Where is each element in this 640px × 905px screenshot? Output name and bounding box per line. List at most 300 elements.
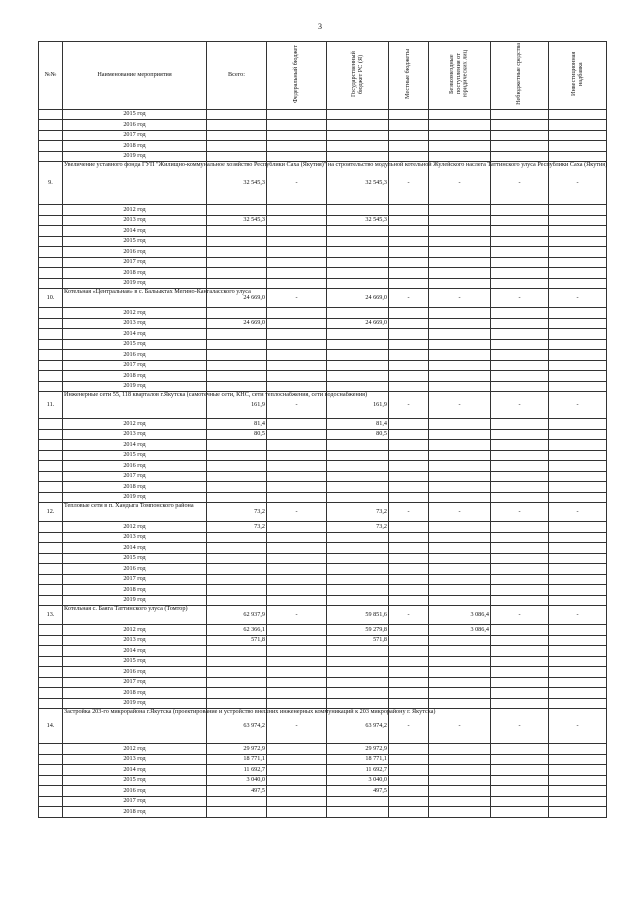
state-cell	[327, 677, 389, 688]
total-cell	[207, 796, 267, 807]
state-cell	[327, 461, 389, 472]
total-cell	[207, 677, 267, 688]
header-own-label: Небюджетные средства	[515, 43, 523, 105]
num-cell	[39, 109, 63, 120]
invest-cell	[549, 381, 607, 392]
num-cell	[39, 371, 63, 382]
year-row	[39, 339, 607, 350]
item-federal: -	[267, 162, 327, 205]
year-label: 2015 год	[63, 656, 207, 667]
federal-cell	[267, 205, 327, 216]
state-cell: 571,8	[327, 635, 389, 646]
total-cell: 73,2	[207, 522, 267, 533]
item-total: 73,2	[207, 503, 267, 522]
year-label: 2012 год	[63, 308, 207, 319]
year-row	[39, 667, 607, 678]
noncomm-cell	[429, 667, 491, 678]
total-cell	[207, 646, 267, 657]
invest-cell	[549, 350, 607, 361]
item-local: -	[389, 503, 429, 522]
invest-cell	[549, 419, 607, 430]
year-row	[39, 360, 607, 371]
header-local-label: Местные бюджеты	[404, 49, 412, 99]
year-label: 2013 год	[63, 635, 207, 646]
item-noncomm: -	[429, 289, 491, 308]
year-label: 2019 год	[63, 381, 207, 392]
federal-cell	[267, 688, 327, 699]
state-cell	[327, 574, 389, 585]
total-cell	[207, 278, 267, 289]
year-row	[39, 471, 607, 482]
federal-cell	[267, 257, 327, 268]
local-cell	[389, 236, 429, 247]
local-cell	[389, 318, 429, 329]
year-row	[39, 381, 607, 392]
invest-cell	[549, 688, 607, 699]
noncomm-cell	[429, 775, 491, 786]
federal-cell	[267, 646, 327, 657]
total-cell: 81,4	[207, 419, 267, 430]
federal-cell	[267, 429, 327, 440]
item-number: 10.	[39, 289, 63, 308]
own-cell	[491, 429, 549, 440]
own-cell	[491, 492, 549, 503]
year-label: 2017 год	[63, 130, 207, 141]
year-row	[39, 543, 607, 554]
federal-cell	[267, 215, 327, 226]
noncomm-cell	[429, 765, 491, 776]
local-cell	[389, 522, 429, 533]
item-local: -	[389, 392, 429, 419]
noncomm-cell	[429, 492, 491, 503]
state-cell: 18 771,1	[327, 754, 389, 765]
year-row	[39, 109, 607, 120]
own-cell	[491, 532, 549, 543]
item-row	[39, 606, 607, 625]
year-label: 2015 год	[63, 109, 207, 120]
total-cell: 3 040,0	[207, 775, 267, 786]
header-invest	[549, 42, 607, 110]
local-cell	[389, 656, 429, 667]
year-row	[39, 564, 607, 575]
num-cell	[39, 492, 63, 503]
item-invest: -	[549, 606, 607, 625]
year-row	[39, 482, 607, 493]
total-cell	[207, 339, 267, 350]
local-cell	[389, 482, 429, 493]
item-name: Тепловые сети в п. Хандыга Томпонского района	[63, 503, 207, 522]
year-label: 2016 год	[63, 461, 207, 472]
own-cell	[491, 130, 549, 141]
total-cell: 497,5	[207, 786, 267, 797]
local-cell	[389, 765, 429, 776]
year-label: 2014 год	[63, 440, 207, 451]
own-cell	[491, 765, 549, 776]
year-label: 2015 год	[63, 775, 207, 786]
noncomm-cell	[429, 807, 491, 818]
num-cell	[39, 765, 63, 776]
total-cell	[207, 543, 267, 554]
federal-cell	[267, 360, 327, 371]
state-cell	[327, 308, 389, 319]
local-cell	[389, 585, 429, 596]
state-cell	[327, 698, 389, 709]
year-row	[39, 247, 607, 258]
header-own	[491, 42, 549, 110]
year-label: 2017 год	[63, 796, 207, 807]
num-cell	[39, 564, 63, 575]
num-cell	[39, 268, 63, 279]
invest-cell	[549, 667, 607, 678]
local-cell	[389, 667, 429, 678]
federal-cell	[267, 329, 327, 340]
noncomm-cell	[429, 215, 491, 226]
noncomm-cell	[429, 257, 491, 268]
own-cell	[491, 247, 549, 258]
state-cell	[327, 646, 389, 657]
item-own: -	[491, 709, 549, 744]
item-local: -	[389, 289, 429, 308]
local-cell	[389, 308, 429, 319]
own-cell	[491, 205, 549, 216]
invest-cell	[549, 698, 607, 709]
total-cell	[207, 471, 267, 482]
state-cell: 24 669,0	[327, 318, 389, 329]
total-cell	[207, 350, 267, 361]
state-cell	[327, 247, 389, 258]
year-label: 2017 год	[63, 257, 207, 268]
own-cell	[491, 419, 549, 430]
invest-cell	[549, 564, 607, 575]
year-row	[39, 786, 607, 797]
state-cell	[327, 205, 389, 216]
own-cell	[491, 595, 549, 606]
federal-cell	[267, 450, 327, 461]
own-cell	[491, 471, 549, 482]
num-cell	[39, 205, 63, 216]
year-label: 2012 год	[63, 522, 207, 533]
invest-cell	[549, 130, 607, 141]
state-cell	[327, 268, 389, 279]
own-cell	[491, 329, 549, 340]
state-cell	[327, 532, 389, 543]
own-cell	[491, 278, 549, 289]
num-cell	[39, 440, 63, 451]
invest-cell	[549, 532, 607, 543]
item-row	[39, 162, 607, 205]
local-cell	[389, 429, 429, 440]
invest-cell	[549, 492, 607, 503]
state-cell	[327, 226, 389, 237]
federal-cell	[267, 677, 327, 688]
state-cell	[327, 553, 389, 564]
state-cell	[327, 339, 389, 350]
year-label: 2019 год	[63, 698, 207, 709]
total-cell	[207, 329, 267, 340]
own-cell	[491, 120, 549, 131]
item-federal: -	[267, 289, 327, 308]
item-name: Котельная «Центральная» в с. Бальыктах Мегино-Кангаласского улуса	[63, 289, 207, 308]
invest-cell	[549, 440, 607, 451]
state-cell	[327, 585, 389, 596]
federal-cell	[267, 350, 327, 361]
invest-cell	[549, 268, 607, 279]
year-label: 2013 год	[63, 429, 207, 440]
noncomm-cell	[429, 318, 491, 329]
noncomm-cell	[429, 350, 491, 361]
num-cell	[39, 807, 63, 818]
noncomm-cell	[429, 109, 491, 120]
total-cell	[207, 360, 267, 371]
state-cell	[327, 120, 389, 131]
invest-cell	[549, 226, 607, 237]
federal-cell	[267, 151, 327, 162]
num-cell	[39, 350, 63, 361]
local-cell	[389, 646, 429, 657]
item-number: 9.	[39, 162, 63, 205]
year-label: 2015 год	[63, 450, 207, 461]
year-row	[39, 532, 607, 543]
num-cell	[39, 461, 63, 472]
own-cell	[491, 308, 549, 319]
header-name: Наименование мероприятия	[63, 42, 207, 110]
total-cell	[207, 381, 267, 392]
own-cell	[491, 796, 549, 807]
total-cell	[207, 226, 267, 237]
local-cell	[389, 205, 429, 216]
item-invest: -	[549, 503, 607, 522]
noncomm-cell	[429, 381, 491, 392]
year-label: 2017 год	[63, 574, 207, 585]
noncomm-cell	[429, 635, 491, 646]
invest-cell	[549, 461, 607, 472]
state-cell: 80,5	[327, 429, 389, 440]
year-label: 2019 год	[63, 595, 207, 606]
invest-cell	[549, 360, 607, 371]
federal-cell	[267, 635, 327, 646]
year-row	[39, 553, 607, 564]
year-row	[39, 646, 607, 657]
noncomm-cell	[429, 461, 491, 472]
noncomm-cell	[429, 564, 491, 575]
local-cell	[389, 268, 429, 279]
year-label: 2013 год	[63, 215, 207, 226]
item-total: 62 937,9	[207, 606, 267, 625]
invest-cell	[549, 109, 607, 120]
year-row	[39, 215, 607, 226]
federal-cell	[267, 236, 327, 247]
noncomm-cell	[429, 482, 491, 493]
year-label: 2018 год	[63, 482, 207, 493]
item-number: 11.	[39, 392, 63, 419]
num-cell	[39, 482, 63, 493]
num-cell	[39, 677, 63, 688]
federal-cell	[267, 656, 327, 667]
own-cell	[491, 698, 549, 709]
noncomm-cell	[429, 268, 491, 279]
year-row	[39, 450, 607, 461]
invest-cell	[549, 339, 607, 350]
federal-cell	[267, 461, 327, 472]
num-cell	[39, 543, 63, 554]
state-cell	[327, 564, 389, 575]
own-cell	[491, 371, 549, 382]
item-own: -	[491, 289, 549, 308]
local-cell	[389, 151, 429, 162]
header-noncomm-label: Безвозмездные поступления от юридических лиц	[448, 50, 469, 98]
noncomm-cell	[429, 677, 491, 688]
state-cell	[327, 130, 389, 141]
own-cell	[491, 646, 549, 657]
state-cell: 11 692,7	[327, 765, 389, 776]
noncomm-cell	[429, 236, 491, 247]
own-cell	[491, 381, 549, 392]
federal-cell	[267, 247, 327, 258]
federal-cell	[267, 308, 327, 319]
own-cell	[491, 553, 549, 564]
item-number: 14.	[39, 709, 63, 744]
num-cell	[39, 257, 63, 268]
year-label: 2014 год	[63, 329, 207, 340]
total-cell	[207, 236, 267, 247]
federal-cell	[267, 482, 327, 493]
num-cell	[39, 141, 63, 152]
num-cell	[39, 419, 63, 430]
invest-cell	[549, 807, 607, 818]
total-cell	[207, 574, 267, 585]
year-label: 2014 год	[63, 226, 207, 237]
year-label: 2013 год	[63, 754, 207, 765]
year-label: 2014 год	[63, 765, 207, 776]
invest-cell	[549, 308, 607, 319]
total-cell	[207, 450, 267, 461]
state-cell	[327, 371, 389, 382]
local-cell	[389, 350, 429, 361]
total-cell: 29 972,9	[207, 744, 267, 755]
num-cell	[39, 574, 63, 585]
noncomm-cell	[429, 278, 491, 289]
local-cell	[389, 564, 429, 575]
own-cell	[491, 109, 549, 120]
invest-cell	[549, 471, 607, 482]
item-row	[39, 709, 607, 744]
local-cell	[389, 786, 429, 797]
year-row	[39, 419, 607, 430]
invest-cell	[549, 754, 607, 765]
year-label: 2018 год	[63, 688, 207, 699]
year-row	[39, 350, 607, 361]
total-cell	[207, 247, 267, 258]
noncomm-cell	[429, 656, 491, 667]
num-cell	[39, 215, 63, 226]
invest-cell	[549, 257, 607, 268]
noncomm-cell: 3 086,4	[429, 625, 491, 636]
invest-cell	[549, 151, 607, 162]
num-cell	[39, 553, 63, 564]
header-total: Всего:	[207, 42, 267, 110]
noncomm-cell	[429, 120, 491, 131]
num-cell	[39, 339, 63, 350]
invest-cell	[549, 775, 607, 786]
local-cell	[389, 744, 429, 755]
item-own: -	[491, 606, 549, 625]
local-cell	[389, 450, 429, 461]
num-cell	[39, 329, 63, 340]
total-cell	[207, 482, 267, 493]
state-cell	[327, 381, 389, 392]
item-name: Котельная с. Баяга Таттинского улуса (Томтор)	[63, 606, 207, 625]
state-cell: 3 040,0	[327, 775, 389, 786]
federal-cell	[267, 625, 327, 636]
year-label: 2013 год	[63, 318, 207, 329]
total-cell	[207, 268, 267, 279]
year-row	[39, 635, 607, 646]
num-cell	[39, 646, 63, 657]
federal-cell	[267, 754, 327, 765]
year-row	[39, 226, 607, 237]
total-cell	[207, 595, 267, 606]
year-label: 2017 год	[63, 471, 207, 482]
item-name: Увеличение уставного фонда ГУП "Жилищно-коммунальное хозяйство Республики Саха (Якутия)" на строительство модульной котельной Жулейского наслега Таттинского улуса Республики Саха (Якутия)	[63, 162, 207, 205]
total-cell	[207, 807, 267, 818]
own-cell	[491, 625, 549, 636]
year-label: 2018 год	[63, 268, 207, 279]
year-row	[39, 257, 607, 268]
num-cell	[39, 360, 63, 371]
invest-cell	[549, 236, 607, 247]
federal-cell	[267, 226, 327, 237]
federal-cell	[267, 339, 327, 350]
noncomm-cell	[429, 796, 491, 807]
item-federal: -	[267, 503, 327, 522]
noncomm-cell	[429, 585, 491, 596]
num-cell	[39, 130, 63, 141]
item-total: 63 974,2	[207, 709, 267, 744]
local-cell	[389, 371, 429, 382]
year-label: 2017 год	[63, 677, 207, 688]
local-cell	[389, 440, 429, 451]
state-cell	[327, 807, 389, 818]
item-invest: -	[549, 162, 607, 205]
state-cell: 497,5	[327, 786, 389, 797]
year-label: 2016 год	[63, 350, 207, 361]
item-total: 161,9	[207, 392, 267, 419]
own-cell	[491, 482, 549, 493]
noncomm-cell	[429, 574, 491, 585]
num-cell	[39, 744, 63, 755]
num-cell	[39, 308, 63, 319]
invest-cell	[549, 744, 607, 755]
noncomm-cell	[429, 130, 491, 141]
own-cell	[491, 635, 549, 646]
federal-cell	[267, 543, 327, 554]
local-cell	[389, 635, 429, 646]
invest-cell	[549, 371, 607, 382]
noncomm-cell	[429, 532, 491, 543]
noncomm-cell	[429, 226, 491, 237]
item-invest: -	[549, 289, 607, 308]
local-cell	[389, 109, 429, 120]
own-cell	[491, 543, 549, 554]
item-state: 24 669,0	[327, 289, 389, 308]
state-cell: 29 972,9	[327, 744, 389, 755]
year-label: 2015 год	[63, 339, 207, 350]
year-label: 2018 год	[63, 141, 207, 152]
noncomm-cell	[429, 429, 491, 440]
federal-cell	[267, 318, 327, 329]
num-cell	[39, 429, 63, 440]
item-row	[39, 289, 607, 308]
